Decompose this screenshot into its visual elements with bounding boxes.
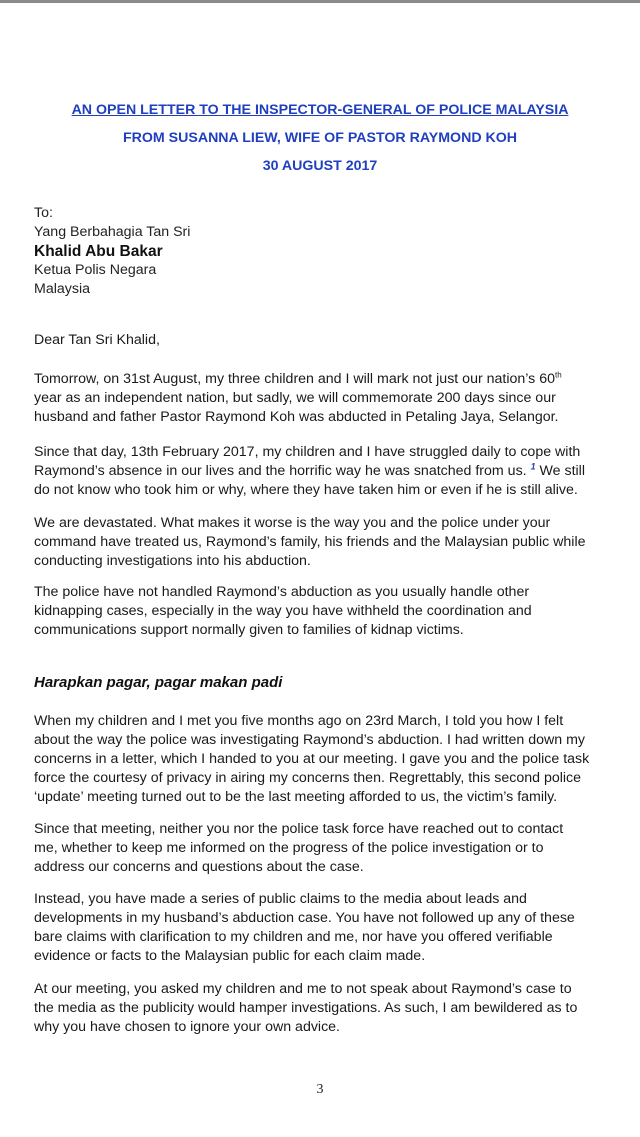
letter-heading	[0, 96, 640, 180]
p1-line-1	[34, 370, 626, 389]
p3-line-3: conducting investigations into his abduction.	[34, 553, 311, 569]
p6-line-3: address our concerns and questions about the case.	[34, 859, 364, 875]
salutation-text: Dear Tan Sri Khalid,	[34, 332, 160, 348]
p6-line-2: me, whether to keep me informed on the progress of the police investigation or to	[34, 840, 544, 856]
p8-line-2: the media as the publicity would hamper investigations. As such, I am bewildered as to	[34, 1000, 578, 1016]
recipient-title: Ketua Polis Negara	[34, 262, 157, 278]
p5-line-2: about the way the police was investigating Raymond’s abduction. I had written down my	[34, 732, 585, 748]
top-border-line	[0, 0, 640, 3]
p7-line-1: Instead, you have made a series of public claims to the media about leads and	[34, 891, 527, 907]
p2-line-2-text: Raymond’s absence in our lives and the horrific way he was snatched from us.	[34, 463, 527, 479]
p2-line-2-tail: We still	[535, 463, 585, 479]
p5-line-1: When my children and I met you five months ago on 23rd March, I told you how I felt	[34, 713, 564, 729]
paragraph-3	[34, 514, 626, 571]
p6-line-1: Since that meeting, neither you nor the police task force have reached out to contact	[34, 821, 564, 837]
p1-line-1-text: Tomorrow, on 31st August, my three children and I will mark not just our nation’s 60	[34, 371, 555, 387]
p4-line-2: kidnapping cases, especially in the way you have withheld the coordination and	[34, 603, 532, 619]
footnote-marker[interactable]: 1	[530, 461, 536, 472]
section-subheading: Harapkan pagar, pagar makan padi	[34, 674, 283, 691]
p3-line-1: We are devastated. What makes it worse is the way you and the police under your	[34, 515, 551, 531]
paragraph-5	[34, 712, 626, 807]
heading-line-2: FROM SUSANNA LIEW, WIFE OF PASTOR RAYMOND KOH	[122, 130, 518, 146]
p5-line-4: force the courtesy of privacy in airing my concerns then. Regrettably, this second police	[34, 770, 582, 786]
p7-line-3: bare claims with clarification to my children and me, nor have you offered verifiable	[34, 929, 553, 945]
recipient-country: Malaysia	[34, 281, 90, 297]
paragraph-2	[34, 443, 626, 500]
p1-line-2: year as an independent nation, but sadly, we will commemorate 200 days since our	[34, 390, 556, 406]
paragraph-7	[34, 890, 626, 966]
p5-line-5: ‘update’ meeting turned out to be the last meeting afforded to us, the victim’s family.	[34, 789, 558, 805]
p4-line-1: The police have not handled Raymond’s abduction as you usually handle other	[34, 584, 530, 600]
ordinal-superscript: th	[555, 370, 562, 380]
p3-line-2: command have treated us, Raymond’s family, his friends and the Malaysian public while	[34, 534, 586, 550]
paragraph-1	[34, 370, 626, 427]
address-honorific: Yang Berbahagia Tan Sri	[34, 224, 191, 240]
recipient-address	[34, 204, 190, 299]
page-number: 3	[316, 1082, 324, 1097]
p2-line-2	[34, 462, 626, 481]
p1-line-3: husband and father Pastor Raymond Koh was abducted in Petaling Jaya, Selangor.	[34, 409, 559, 425]
p7-line-2: developments in my husband’s abduction case. You have not followed up any of these	[34, 910, 575, 926]
salutation	[34, 331, 626, 350]
p2-line-1: Since that day, 13th February 2017, my children and I have struggled daily to cope with	[34, 444, 581, 460]
paragraph-4	[34, 583, 626, 640]
p5-line-3: concerns in a letter, which I handed to you at our meeting. I gave you and the police task	[34, 751, 590, 767]
paragraph-8	[34, 980, 626, 1037]
p4-line-3: communications support normally given to families of kidnap victims.	[34, 622, 464, 638]
p7-line-4: evidence or facts to the Malaysian public for each claim made.	[34, 948, 426, 964]
heading-line-1: AN OPEN LETTER TO THE INSPECTOR-GENERAL OF POLICE MALAYSIA	[71, 102, 569, 118]
recipient-name: Khalid Abu Bakar	[34, 243, 163, 260]
p2-line-3: do not know who took him or why, where they have taken him or even if he is still alive.	[34, 482, 578, 498]
p8-line-1: At our meeting, you asked my children and me to not speak about Raymond’s case to	[34, 981, 572, 997]
paragraph-6	[34, 820, 626, 877]
address-to: To:	[34, 205, 53, 221]
p8-line-3: why you have chosen to ignore your own advice.	[34, 1019, 341, 1035]
heading-date: 30 AUGUST 2017	[262, 158, 378, 174]
